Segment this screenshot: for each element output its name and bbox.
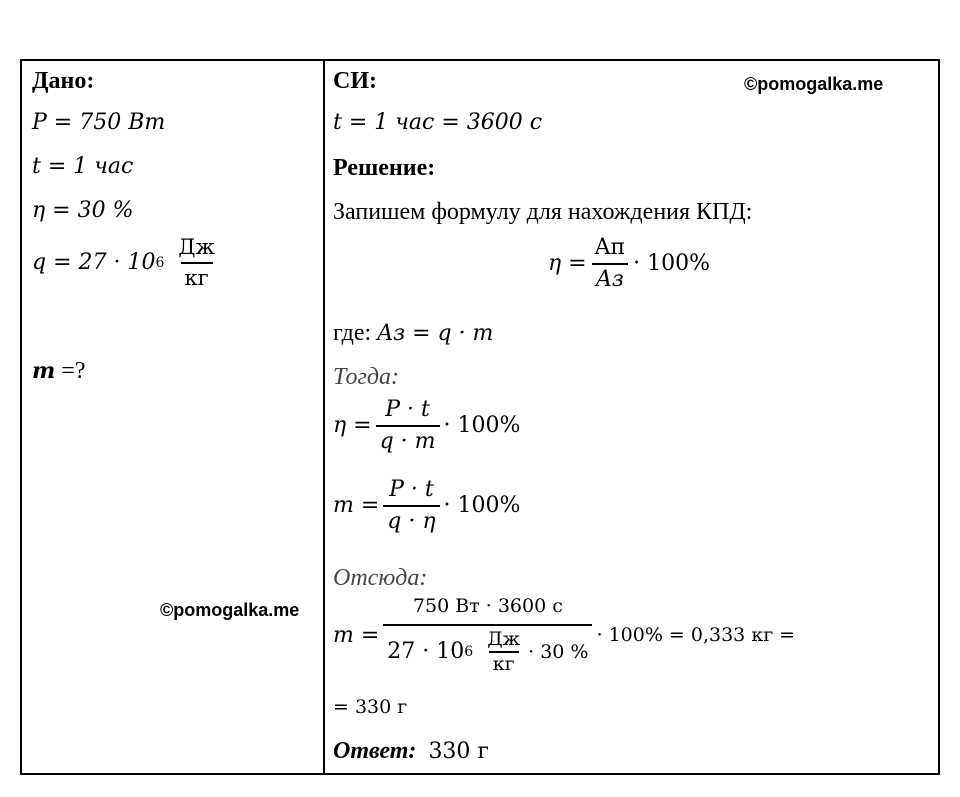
f4-fraction: [383, 597, 592, 674]
given-unit-numerator: Дж: [178, 235, 215, 259]
answer-label: Ответ:: [333, 738, 417, 764]
f3-lhs: m =: [333, 493, 380, 518]
given-find: [32, 359, 85, 383]
answer-value: 330 г: [428, 739, 489, 764]
given-heading: Дано:: [32, 68, 95, 94]
f2-lhs: η =: [333, 413, 372, 438]
where-formula: Aз = q · m: [377, 321, 494, 346]
f4-den-unit: [483, 630, 524, 674]
formula-efficiency: [548, 237, 710, 291]
f4-denominator: [383, 624, 592, 674]
f4-numerator: 750 Вт · 3600 с: [412, 595, 563, 617]
given-heat-value: [32, 237, 219, 289]
f1-fraction: [591, 237, 630, 291]
watermark-left: ©pomogalka.me: [160, 600, 300, 620]
f4-unit-denominator: кг: [489, 651, 519, 674]
f3-fraction: [383, 479, 439, 533]
formula-mass-numeric: [333, 597, 795, 674]
watermark-right: ©pomogalka.me: [744, 74, 884, 94]
f2-rhs: · 100%: [443, 413, 521, 438]
f3-denominator: q · η: [383, 505, 439, 533]
column-divider: [323, 61, 325, 773]
formula-efficiency-expanded: [333, 399, 520, 453]
f1-numerator: Aп: [594, 235, 626, 260]
given-q-unit: [174, 237, 218, 289]
given-power: P = 750 Вт: [32, 110, 166, 135]
find-variable: m: [32, 358, 56, 384]
si-heading: СИ:: [333, 68, 377, 94]
f4-unit-numerator: Дж: [487, 628, 521, 650]
find-equals: =?: [55, 358, 86, 384]
solution-heading: Решение:: [333, 155, 436, 181]
given-time: t = 1 час: [32, 154, 134, 179]
f4-den-exponent: 6: [464, 644, 474, 660]
result-continuation: = 330 г: [333, 696, 408, 718]
given-q-exponent: 6: [155, 255, 165, 271]
f1-lhs: η =: [548, 251, 587, 276]
f4-rhs: · 100% = 0,333 кг =: [596, 624, 796, 646]
given-q-prefix: q = 27 · 10: [32, 250, 156, 275]
then-label: Тогда:: [333, 364, 399, 390]
si-time: t = 1 час = 3600 с: [333, 110, 543, 135]
where-line: [333, 321, 493, 345]
f1-denominator: Aз: [592, 263, 628, 291]
f4-lhs: m =: [333, 622, 380, 648]
solution-table: [20, 59, 940, 775]
hence-label: Отсюда:: [333, 565, 428, 591]
where-label: где:: [333, 320, 372, 346]
f2-numerator: P · t: [385, 397, 430, 422]
given-efficiency: η = 30 %: [32, 198, 134, 223]
f3-rhs: · 100%: [443, 493, 521, 518]
f4-den-suffix: · 30 %: [528, 640, 589, 663]
f1-rhs: · 100%: [633, 251, 711, 276]
formula-mass: [333, 479, 520, 533]
f4-den-prefix: 27 · 10: [387, 639, 465, 664]
answer-line: [333, 739, 489, 763]
given-unit-denominator: кг: [181, 262, 213, 289]
solution-intro: Запишем формулу для нахождения КПД:: [333, 199, 753, 225]
f3-numerator: P · t: [389, 477, 434, 502]
f2-denominator: q · m: [376, 425, 440, 453]
f2-fraction: [376, 399, 440, 453]
